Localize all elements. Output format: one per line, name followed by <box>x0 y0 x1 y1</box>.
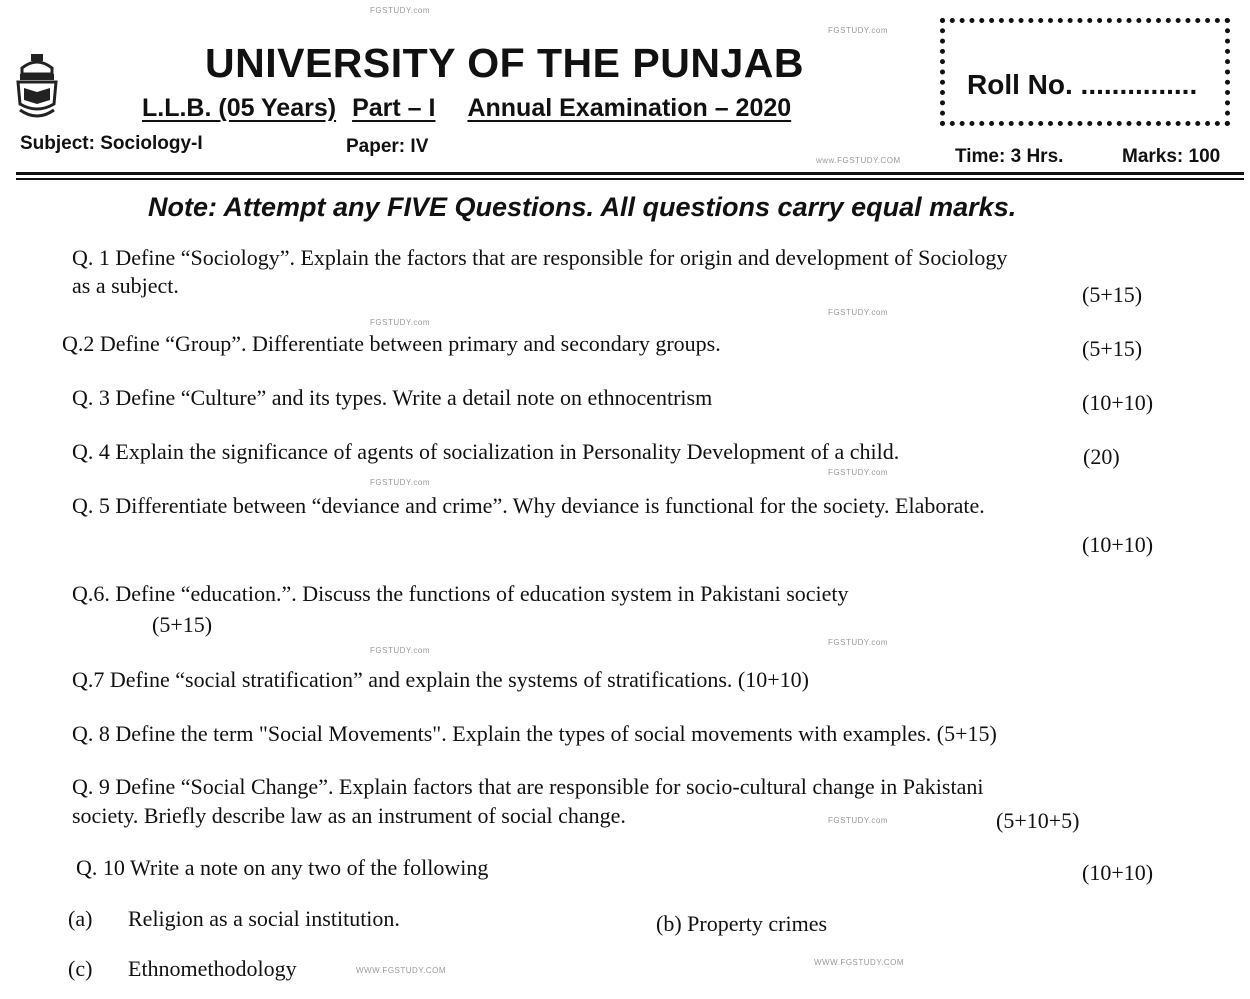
time-label: Time: 3 Hrs. <box>955 146 1064 167</box>
option-c-label: (c) <box>68 956 93 981</box>
watermark: WWW.FGSTUDY.COM <box>356 966 447 975</box>
question-10-marks: (10+10) <box>1082 860 1154 885</box>
watermark: FGSTUDY.com <box>370 478 431 487</box>
total-marks-label: Marks: 100 <box>1122 146 1221 167</box>
paper-label: Paper: IV <box>346 136 429 157</box>
watermark: FGSTUDY.com <box>370 318 431 327</box>
exam-note: Note: Attempt any FIVE Questions. All questions carry equal marks. <box>148 192 1017 222</box>
question-4: Q. 4 Explain the significance of agents of socialization in Personality Development of a child. <box>72 439 900 464</box>
question-5-marks: (10+10) <box>1082 532 1154 557</box>
roll-number-label: Roll No. ............... <box>967 69 1198 100</box>
question-5: Q. 5 Differentiate between “deviance and crime”. Why deviance is functional for the society. Elaborate. <box>72 493 985 518</box>
question-1-line-1: Q. 1 Define “Sociology”. Explain the factors that are responsible for origin and development of Sociology <box>72 245 1008 270</box>
exam-title: Annual Examination – 2020 <box>467 94 792 122</box>
question-9-line-1: Q. 9 Define “Social Change”. Explain factors that are responsible for socio-cultural change in Pakistani <box>72 774 984 799</box>
question-6-marks: (5+15) <box>152 612 213 637</box>
option-a-label: (a) <box>68 906 93 931</box>
university-title: UNIVERSITY OF THE PUNJAB <box>205 40 804 86</box>
watermark: FGSTUDY.com <box>828 468 889 477</box>
header-divider <box>16 172 1244 175</box>
question-1-line-2: as a subject. <box>72 273 179 298</box>
exam-line <box>142 94 791 123</box>
question-8: Q. 8 Define the term "Social Movements". Explain the types of social movements with examples. (5+15) <box>72 721 997 746</box>
question-4-marks: (20) <box>1083 444 1120 469</box>
question-3: Q. 3 Define “Culture” and its types. Write a detail note on ethnocentrism <box>72 385 713 410</box>
program: L.L.B. (05 Years) <box>142 94 337 122</box>
question-9-line-2: society. Briefly describe law as an instrument of social change. <box>72 803 626 828</box>
watermark: FGSTUDY.com <box>370 6 431 15</box>
watermark: FGSTUDY.com <box>828 638 889 647</box>
watermark: FGSTUDY.com <box>828 816 889 825</box>
subject-label: Subject: Sociology-I <box>20 133 203 154</box>
option-c-text: Ethnomethodology <box>128 956 297 981</box>
option-b: (b) Property crimes <box>656 911 828 936</box>
roll-number-box <box>940 18 1230 126</box>
question-1-marks: (5+15) <box>1082 282 1143 307</box>
part: Part – I <box>352 94 436 122</box>
question-9-marks: (5+10+5) <box>996 808 1080 833</box>
question-2: Q.2 Define “Group”. Differentiate between primary and secondary groups. <box>62 331 721 356</box>
university-crest-icon <box>14 52 60 124</box>
question-10: Q. 10 Write a note on any two of the following <box>76 855 489 880</box>
question-7: Q.7 Define “social stratification” and explain the systems of stratifications. (10+10) <box>72 667 809 692</box>
question-2-marks: (5+15) <box>1082 336 1143 361</box>
question-3-marks: (10+10) <box>1082 390 1154 415</box>
question-6: Q.6. Define “education.”. Discuss the functions of education system in Pakistani society <box>72 581 849 606</box>
watermark: www.FGSTUDY.COM <box>816 156 901 165</box>
watermark: WWW.FGSTUDY.COM <box>814 958 905 967</box>
header-divider-secondary <box>16 178 1244 180</box>
option-a-text: Religion as a social institution. <box>128 906 400 931</box>
watermark: FGSTUDY.com <box>828 26 889 35</box>
watermark: FGSTUDY.com <box>828 308 889 317</box>
watermark: FGSTUDY.com <box>370 646 431 655</box>
